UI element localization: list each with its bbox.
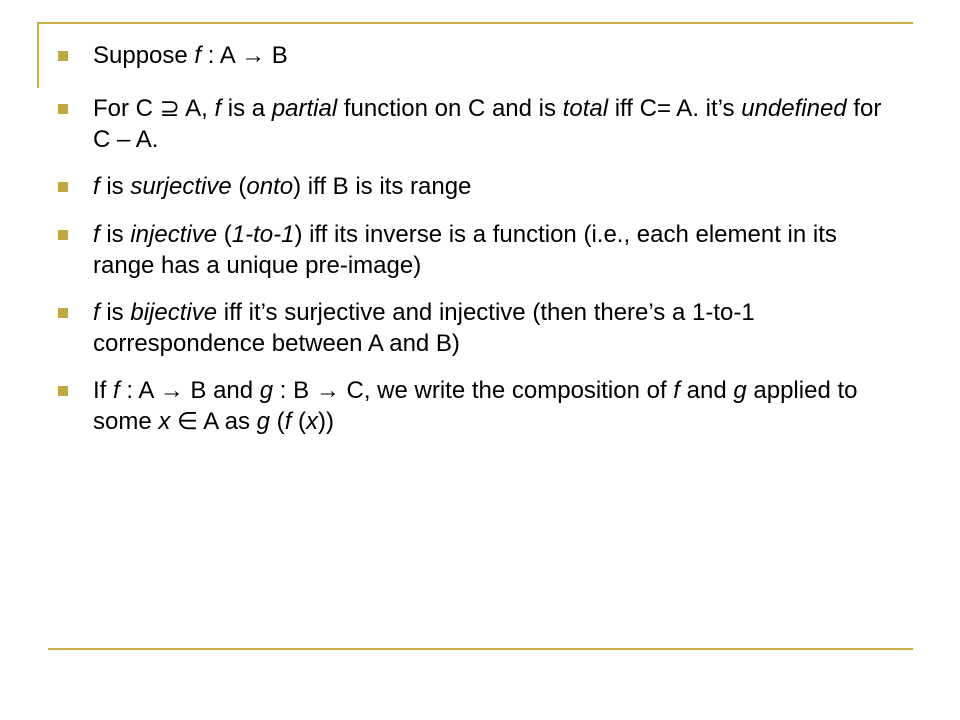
text-run: )) bbox=[318, 408, 335, 435]
text-run: is bbox=[99, 299, 131, 326]
italic-run: f bbox=[93, 221, 100, 248]
text-run: ) iff B is its range bbox=[293, 173, 472, 200]
italic-run: f bbox=[93, 299, 100, 326]
italic-run: bijective bbox=[130, 299, 218, 326]
text-run: ( bbox=[270, 408, 285, 435]
italic-run: undefined bbox=[741, 95, 847, 122]
italic-run: g bbox=[256, 408, 271, 435]
text-run: iff it’s surjective and injective (then there’s a 1-to-1 correspondence between A and B) bbox=[93, 299, 755, 357]
italic-run: total bbox=[562, 95, 609, 122]
bullet-square-icon bbox=[58, 308, 68, 318]
italic-run: partial bbox=[271, 95, 338, 122]
bullet-item bbox=[93, 297, 893, 359]
bullet-item bbox=[93, 171, 893, 202]
bottom-accent-rule bbox=[48, 648, 913, 650]
text-run: : A → B and bbox=[119, 377, 260, 404]
text-run: If bbox=[93, 377, 114, 404]
text-run: ( bbox=[291, 408, 307, 435]
text-run: function on C and is bbox=[337, 95, 563, 122]
italic-run: surjective bbox=[130, 173, 232, 200]
italic-run: f bbox=[284, 408, 292, 435]
bullet-item bbox=[93, 93, 893, 155]
text-run: is bbox=[99, 173, 131, 200]
text-run: : A → B bbox=[201, 42, 288, 69]
text-run: ) iff its inverse is a function (i.e., each element in its range has a unique pre-image) bbox=[93, 221, 837, 279]
text-run: is a bbox=[221, 95, 272, 122]
bullet-item bbox=[93, 375, 893, 437]
italic-run: f bbox=[93, 173, 100, 200]
text-run: Suppose bbox=[93, 42, 195, 69]
text-run: ( bbox=[217, 221, 232, 248]
text-run: ∈ A as bbox=[170, 408, 257, 435]
bullet-item bbox=[93, 40, 893, 71]
text-run: is bbox=[99, 221, 131, 248]
text-run: iff C= A. it’s bbox=[608, 95, 742, 122]
text-run: For C ⊇ A, bbox=[93, 95, 215, 122]
italic-run: f bbox=[673, 377, 680, 404]
italic-run: 1-to-1 bbox=[231, 221, 295, 248]
italic-run: g bbox=[259, 377, 274, 404]
bullet-item bbox=[93, 219, 893, 281]
text-run: ( bbox=[231, 173, 247, 200]
text-run: and bbox=[679, 377, 734, 404]
text-run: applied to some bbox=[93, 377, 858, 435]
italic-run: onto bbox=[246, 173, 294, 200]
text-run: for C – A. bbox=[93, 95, 882, 153]
bullet-square-icon bbox=[58, 104, 68, 114]
italic-run: injective bbox=[130, 221, 218, 248]
italic-run: g bbox=[733, 377, 747, 404]
italic-run: x bbox=[158, 408, 171, 435]
bullet-square-icon bbox=[58, 51, 68, 61]
bullet-square-icon bbox=[58, 386, 68, 396]
italic-run: f bbox=[214, 95, 222, 122]
bullet-square-icon bbox=[58, 230, 68, 240]
italic-run: x bbox=[306, 408, 319, 435]
top-accent-rule bbox=[37, 22, 913, 24]
text-run: : B → C, we write the composition of bbox=[273, 377, 674, 404]
italic-run: f bbox=[113, 377, 120, 404]
left-accent-rule bbox=[37, 22, 39, 88]
italic-run: f bbox=[194, 42, 202, 69]
bullet-square-icon bbox=[58, 182, 68, 192]
